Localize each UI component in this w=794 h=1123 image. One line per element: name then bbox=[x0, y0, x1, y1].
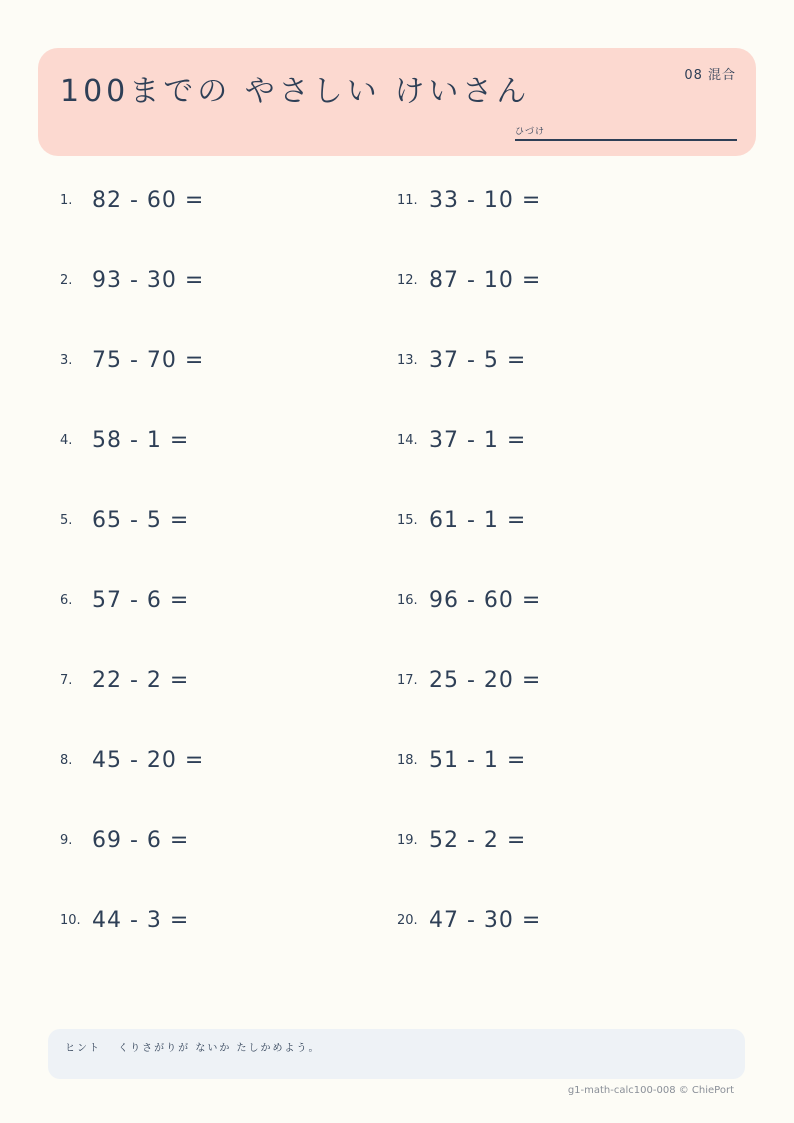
problem-2 bbox=[60, 240, 380, 320]
problem-7 bbox=[60, 640, 380, 720]
date-field[interactable] bbox=[515, 122, 737, 141]
problem-9 bbox=[60, 800, 380, 880]
problem-15 bbox=[397, 480, 717, 560]
problem-number: 18. bbox=[397, 752, 418, 768]
problem-number: 15. bbox=[397, 512, 418, 528]
problem-number: 4. bbox=[60, 432, 73, 448]
problem-expression: 44 - 3 = bbox=[92, 907, 190, 933]
problem-number: 2. bbox=[60, 272, 73, 288]
problem-18 bbox=[397, 720, 717, 800]
problem-expression: 52 - 2 = bbox=[429, 827, 527, 853]
problem-4 bbox=[60, 400, 380, 480]
problem-5 bbox=[60, 480, 380, 560]
date-label: ひづけ bbox=[515, 127, 546, 137]
worksheet-tag: 08 混合 bbox=[684, 68, 736, 83]
problem-8 bbox=[60, 720, 380, 800]
hint-box bbox=[48, 1029, 745, 1079]
problem-number: 1. bbox=[60, 192, 73, 208]
problem-expression: 47 - 30 = bbox=[429, 907, 542, 933]
problem-expression: 58 - 1 = bbox=[92, 427, 190, 453]
problem-expression: 96 - 60 = bbox=[429, 587, 542, 613]
problem-expression: 75 - 70 = bbox=[92, 347, 205, 373]
page-title: 100までの やさしい けいさん bbox=[60, 74, 531, 109]
problem-1 bbox=[60, 160, 380, 240]
problem-expression: 87 - 10 = bbox=[429, 267, 542, 293]
hint-text: ヒント くりさがりが ないか たしかめよう。 bbox=[65, 1043, 321, 1054]
problem-17 bbox=[397, 640, 717, 720]
problem-number: 13. bbox=[397, 352, 418, 368]
problem-expression: 37 - 5 = bbox=[429, 347, 527, 373]
problem-10 bbox=[60, 880, 380, 960]
problem-number: 6. bbox=[60, 592, 73, 608]
problem-12 bbox=[397, 240, 717, 320]
problem-13 bbox=[397, 320, 717, 400]
problem-6 bbox=[60, 560, 380, 640]
problem-expression: 33 - 10 = bbox=[429, 187, 542, 213]
problem-number: 8. bbox=[60, 752, 73, 768]
problem-expression: 37 - 1 = bbox=[429, 427, 527, 453]
problem-19 bbox=[397, 800, 717, 880]
problem-number: 7. bbox=[60, 672, 73, 688]
problem-number: 14. bbox=[397, 432, 418, 448]
problem-number: 17. bbox=[397, 672, 418, 688]
problem-expression: 22 - 2 = bbox=[92, 667, 190, 693]
problem-expression: 69 - 6 = bbox=[92, 827, 190, 853]
problem-3 bbox=[60, 320, 380, 400]
problem-expression: 82 - 60 = bbox=[92, 187, 205, 213]
problem-expression: 45 - 20 = bbox=[92, 747, 205, 773]
problem-number: 19. bbox=[397, 832, 418, 848]
problem-expression: 93 - 30 = bbox=[92, 267, 205, 293]
problem-column-right bbox=[397, 160, 717, 960]
worksheet-header bbox=[38, 48, 756, 156]
problem-expression: 65 - 5 = bbox=[92, 507, 190, 533]
problem-expression: 61 - 1 = bbox=[429, 507, 527, 533]
problem-number: 20. bbox=[397, 912, 418, 928]
problem-11 bbox=[397, 160, 717, 240]
problem-20 bbox=[397, 880, 717, 960]
problem-number: 11. bbox=[397, 192, 418, 208]
problem-number: 12. bbox=[397, 272, 418, 288]
problem-number: 3. bbox=[60, 352, 73, 368]
problem-expression: 57 - 6 = bbox=[92, 587, 190, 613]
problem-expression: 51 - 1 = bbox=[429, 747, 527, 773]
problem-grid bbox=[60, 160, 740, 970]
problem-column-left bbox=[60, 160, 380, 960]
problem-16 bbox=[397, 560, 717, 640]
problem-number: 9. bbox=[60, 832, 73, 848]
problem-number: 16. bbox=[397, 592, 418, 608]
problem-number: 10. bbox=[60, 912, 81, 928]
footer-credit: g1-math-calc100-008 © ChiePort bbox=[567, 1085, 734, 1096]
problem-14 bbox=[397, 400, 717, 480]
problem-number: 5. bbox=[60, 512, 73, 528]
problem-expression: 25 - 20 = bbox=[429, 667, 542, 693]
